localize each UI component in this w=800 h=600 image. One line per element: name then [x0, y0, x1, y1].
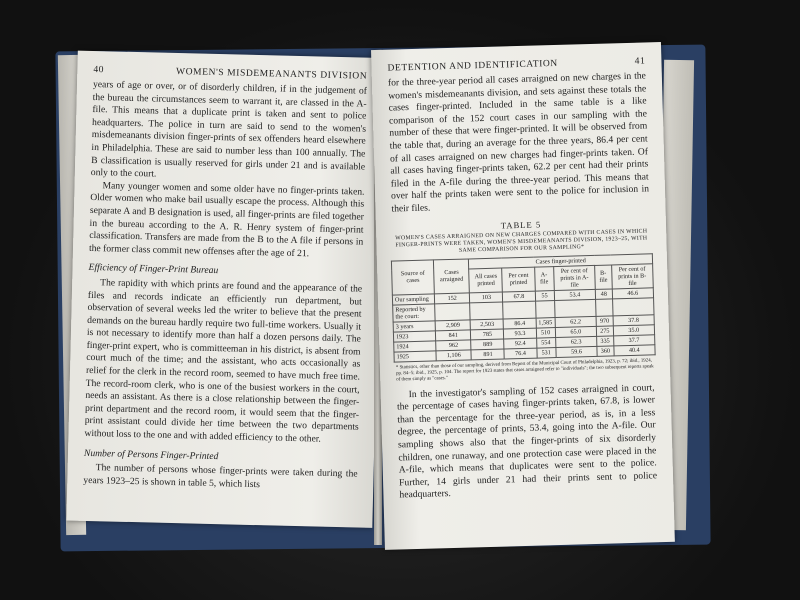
table-cell: 275	[596, 325, 613, 335]
table-cell: 785	[471, 329, 504, 340]
table-cell: 37.7	[613, 334, 655, 345]
table-cell	[554, 299, 596, 317]
table-cell: 67.8	[503, 291, 535, 302]
row-label-cell: Our sampling	[392, 293, 434, 304]
column-header: Per cent of prints in A-file	[553, 265, 595, 290]
column-header: Cases arraigned	[433, 258, 469, 293]
table-cell: 510	[536, 327, 556, 338]
table-caption: WOMEN'S CASES ARRAIGNED ON NEW CHARGES COMPARED WITH CASES IN WHICH FINGER-PRINTS WERE TAKEN, WOMEN'S MISDEMEANANTS DIVISION, 1923–25, WITH SAME COMPARISON FOR OUR SAMPLING*	[395, 227, 648, 254]
table-cell	[596, 298, 613, 315]
table-cell: 76.4	[504, 348, 536, 359]
table-body	[392, 287, 655, 361]
column-group-header: Cases finger-printed	[469, 253, 653, 268]
table-cell: 841	[435, 329, 471, 340]
column-header: Source of cases	[391, 259, 434, 294]
paragraph: The number of persons whose finger-prints were taken during the years 1923–25 is shown in table 5, which lists	[83, 462, 358, 490]
row-label-cell: 1923	[393, 330, 435, 341]
table-footnote: * Statistics, other than those of our sampling, derived from Report of the Municipal Court of Philadelphia, 1923, p. 72; ibid., 1924, pp. 84–5; ibid., 1925, p. 104. The report for 1923 states that cases arraigned refer to "individuals"; the two subsequent reports speak of them simply as "cases."	[395, 357, 654, 383]
table-cell: 1,106	[436, 349, 472, 360]
section-heading: Number of Persons Finger-Printed	[83, 447, 219, 462]
row-label-cell: 1925	[394, 350, 436, 361]
table-cell: 2,503	[471, 319, 504, 330]
table-cell: 65.0	[555, 326, 597, 337]
table-cell: 2,909	[435, 319, 471, 330]
table-cell: 92.4	[504, 338, 536, 349]
paragraph: In the investigator's sampling of 152 cases arraigned in court, the percentage of cases having finger-prints taken, 67.8, is lower than the percentage for the three-year period, as is, in a less degree, the percentage of prints, 53.4, going into the A-file. Our sampling shows also that the finger-prints of six disorderly children, one runaway, and one protection case were placed in the A-file, which means that duplicates were sent to the police. Further, 14 girls under 21 had their prints sent to police headquarters.	[396, 381, 658, 501]
table-cell: 962	[436, 339, 472, 350]
table-cell: 62.3	[555, 336, 597, 347]
table-cell: 62.2	[555, 316, 597, 327]
table-cell: 554	[536, 337, 556, 348]
table-cell	[435, 302, 471, 320]
table-cell: 889	[471, 339, 504, 350]
table-cell: 37.8	[613, 314, 655, 325]
table-cell: 970	[596, 315, 613, 325]
paragraph: Many younger women and some older have no finger-prints taken. Older women who make bail usually escape the process. Although this separate A and B designation is used, all finger-prints are filed together in the bureau according to the A. R. Henry system of finger-print classification. Transfers are made from the B to the A file if persons in the former class commit new offenses after the age of 21.	[88, 179, 365, 260]
row-label-cell: Reported by the court:	[393, 303, 436, 321]
table-cell	[503, 301, 535, 319]
table-cell: 103	[470, 292, 503, 303]
table-cell: 48	[595, 288, 612, 298]
right-page-body-lower	[380, 375, 673, 502]
table-cell: 55	[535, 290, 555, 301]
table-cell	[612, 297, 654, 315]
paragraph: for the three-year period all cases arraigned on new charges in the women's misdemeanants division, and sets against these totals the cases finger-printed. Included in the same table is a like comparison of the 152 court cases in our sampling with the number of these that were finger-printed. It will be observed from the table that, during an average for the three years, 86.4 per cent of all cases arraigned on new charges had finger-prints taken. Of all cases having finger-prints taken, 62.2 per cent had their prints filed in the A-file during the three-year period. This means that over half the prints taken were sent to the police for inclusion in their files.	[387, 70, 650, 215]
table-cell: 86.4	[504, 318, 536, 329]
left-page-body	[67, 75, 383, 495]
row-label-cell: 1924	[394, 340, 436, 351]
table-cell: 35.0	[613, 324, 655, 335]
right-page-body	[372, 66, 666, 217]
table-cell: 46.6	[612, 287, 654, 298]
table-cell: 1,585	[536, 317, 556, 328]
table-cell: 335	[597, 335, 614, 345]
table-cell: 53.4	[554, 289, 596, 300]
table-cell: 531	[536, 347, 556, 358]
paragraph: The rapidity with which prints are found and the appearance of the files and records indicate an efficiently run department, but observation of several weeks led the writer to believe that the present demands on the bureau hardly require two full-time workers. Usually it is not necessary to identify more than half a dozen persons daily. The finger-print expert, who is committeeman in his district, is absent from court much of the time; and the assistant, who acts occasionally as relief for the clerk in the record room, seemed to have much free time. The record-room clerk, who is one of the busiest workers in the court, needs an assistant. As there is a close relationship between the finger-print department and the record room, it would seem that the finger-print assistant could divide her time between the two departments without loss to the one and with added efficiency to the other.	[84, 277, 363, 445]
table-cell: 360	[597, 345, 614, 355]
table-cell: 40.4	[613, 344, 655, 355]
running-head: DETENTION AND IDENTIFICATION	[387, 58, 558, 74]
column-header: A-file	[534, 266, 554, 291]
table-cell: 152	[434, 292, 470, 303]
left-page	[66, 51, 383, 528]
running-head: WOMEN'S MISDEMEANANTS DIVISION	[175, 67, 368, 82]
column-header: Per cent printed	[502, 267, 535, 292]
column-header: All cases printed	[469, 268, 503, 293]
right-page	[371, 42, 675, 550]
table-cell: 891	[471, 349, 504, 360]
table-cell	[535, 300, 555, 318]
column-header: B-file	[595, 265, 612, 289]
row-label-cell: 3 years	[393, 320, 435, 331]
page-number: 40	[93, 64, 105, 76]
page-number: 41	[634, 56, 646, 67]
table-cell: 93.3	[504, 328, 536, 339]
paragraph: years of age or over, or of disorderly children, if in the judgement of the bureau the circumstances seem to warrant it, are classed in the A-file. This means that a duplicate print is taken and sent to police headquarters. The police in turn are said to send to the women's misdemeanants division finger-prints of sex offenders heard elsewhere in Philadelphia. These are said to number less than 100 annually. The B classification is usually reserved for girls under 21 and is available only to the court.	[90, 78, 368, 180]
column-header: Per cent of prints in B-file	[611, 263, 653, 288]
table-cell	[470, 302, 504, 320]
section-heading: Efficiency of Finger-Print Bureau	[88, 262, 219, 277]
data-table	[391, 253, 656, 362]
table-title: TABLE 5	[500, 218, 542, 231]
table-cell: 59.6	[556, 346, 598, 357]
